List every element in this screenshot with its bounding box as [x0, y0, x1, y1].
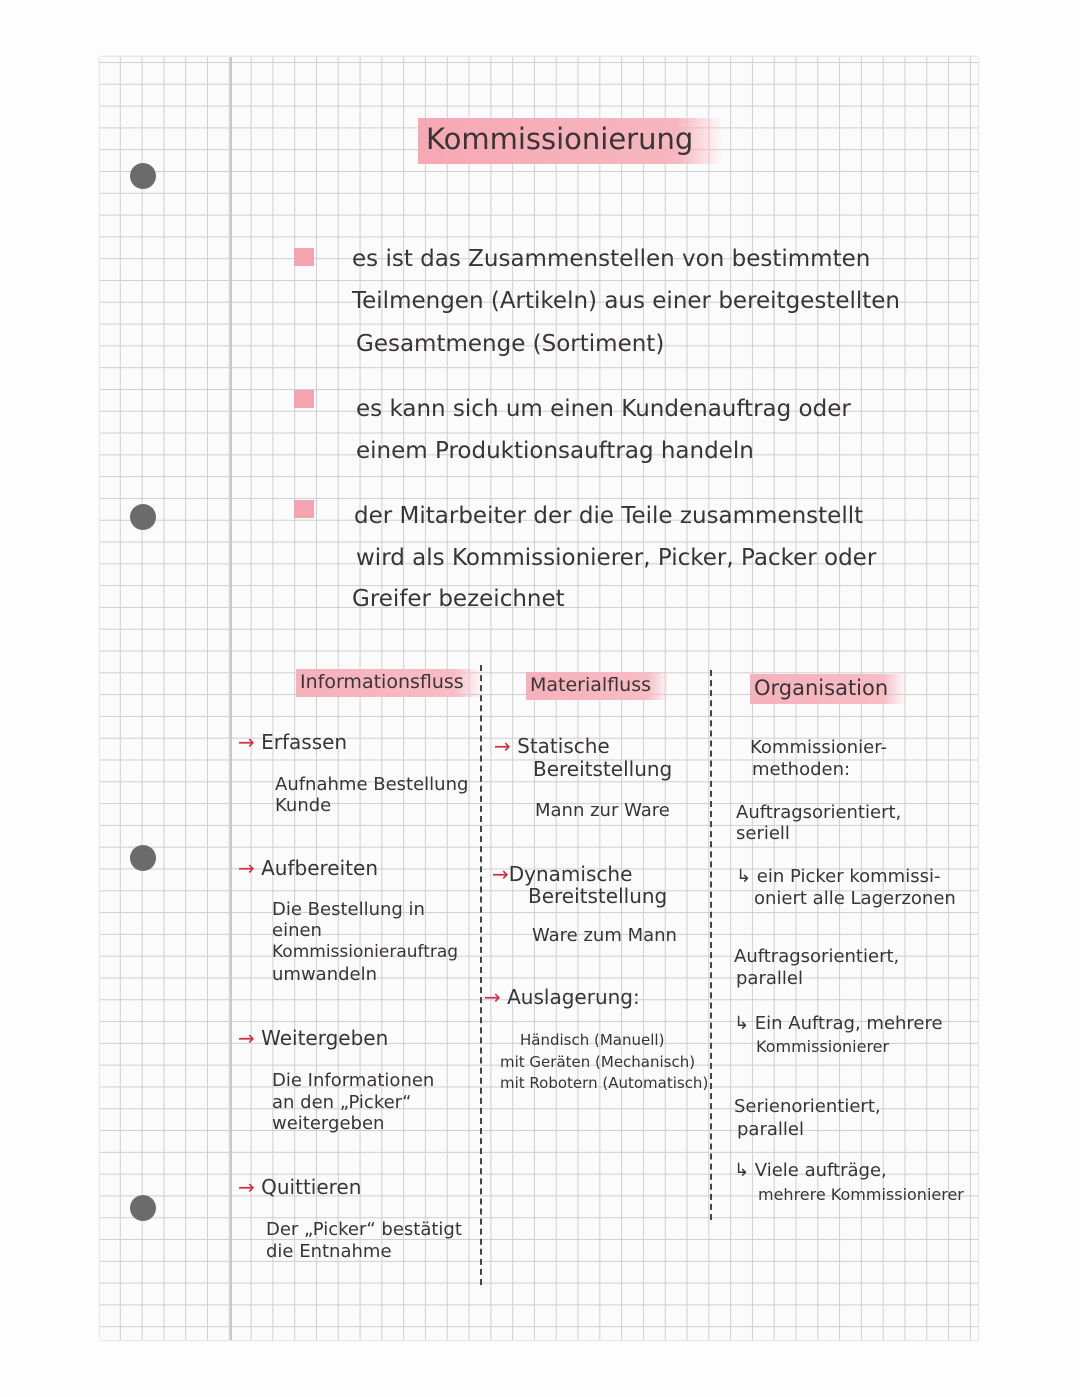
arrow-icon: → — [238, 730, 255, 754]
step-text: mit Geräten (Mechanisch) — [500, 1053, 696, 1071]
arrow-icon: → — [238, 1175, 255, 1199]
column-header-organisation: Organisation — [750, 674, 906, 704]
step-text: Händisch (Manuell) — [520, 1031, 665, 1049]
bullet-marker — [294, 390, 314, 408]
step-heading — [484, 985, 640, 1009]
step-heading — [494, 734, 610, 758]
method-desc: ↳ ein Picker kommissi- — [736, 866, 941, 887]
bullet-marker — [294, 500, 314, 518]
method-desc: Kommissionierer — [756, 1037, 890, 1056]
step-heading — [492, 862, 632, 886]
org-intro: Kommissionier- — [750, 737, 887, 758]
step-label: Auslagerung: — [507, 985, 640, 1009]
arrow-icon: → — [494, 734, 511, 758]
margin-line — [230, 57, 232, 1340]
method-desc: mehrere Kommissionierer — [758, 1185, 964, 1204]
step-text: umwandeln — [272, 964, 378, 985]
step-heading — [238, 856, 378, 880]
org-intro: methoden: — [752, 759, 851, 780]
step-label: Erfassen — [261, 730, 348, 754]
arrow-icon: → — [238, 856, 255, 880]
step-text: Aufnahme Bestellung — [275, 774, 469, 795]
method-name: parallel — [736, 968, 803, 989]
method-name: parallel — [737, 1119, 804, 1140]
method-name: seriell — [736, 823, 790, 844]
arrow-icon: → — [238, 1026, 255, 1050]
step-label: Statische — [517, 734, 610, 758]
method-name: Auftragsorientiert, — [734, 946, 900, 967]
method-desc: oniert alle Lagerzonen — [754, 888, 956, 909]
step-label: Weitergeben — [261, 1026, 389, 1050]
step-label: Bereitstellung — [528, 884, 668, 908]
arrow-icon: → — [484, 985, 501, 1009]
bullet-text: wird als Kommissionierer, Picker, Packer oder — [356, 545, 877, 571]
bullet-text: einem Produktionsauftrag handeln — [356, 438, 754, 464]
bullet-text: es kann sich um einen Kundenauftrag oder — [356, 396, 851, 422]
step-label: Bereitstellung — [533, 757, 673, 781]
bullet-text: Greifer bezeichnet — [352, 586, 565, 612]
bullet-text: der Mitarbeiter der die Teile zusammenstellt — [354, 503, 864, 529]
punch-hole — [130, 163, 156, 189]
arrow-icon: → — [492, 862, 509, 886]
step-text: mit Robotern (Automatisch) — [500, 1074, 709, 1092]
step-label: Dynamische — [508, 862, 633, 886]
method-desc: ↳ Viele aufträge, — [734, 1160, 887, 1181]
punch-hole — [130, 1195, 156, 1221]
step-label: Aufbereiten — [261, 856, 378, 880]
step-text: Ware zum Mann — [532, 925, 677, 946]
column-header-informationsfluss: Informationsfluss — [296, 669, 482, 697]
step-text: Kommissionierauftrag — [272, 942, 459, 962]
step-text: Die Informationen — [272, 1070, 435, 1091]
punch-hole — [130, 504, 156, 530]
bullet-marker — [294, 248, 314, 266]
step-heading — [238, 1175, 361, 1199]
punch-hole — [130, 845, 156, 871]
step-text: Der „Picker“ bestätigt — [266, 1219, 462, 1240]
step-heading — [238, 730, 347, 754]
step-text: einen — [272, 920, 322, 941]
step-text: Mann zur Ware — [535, 800, 670, 821]
method-desc: ↳ Ein Auftrag, mehrere — [734, 1013, 943, 1034]
bullet-text: Gesamtmenge (Sortiment) — [356, 331, 665, 357]
bullet-text: es ist das Zusammenstellen von bestimmten — [352, 246, 871, 272]
step-text: an den „Picker“ — [272, 1092, 412, 1113]
step-text: die Entnahme — [266, 1241, 392, 1262]
page-title: Kommissionierung — [418, 118, 723, 164]
step-label: Quittieren — [261, 1175, 362, 1199]
step-text: Die Bestellung in — [272, 899, 425, 920]
column-divider — [710, 670, 712, 1220]
step-text: weitergeben — [272, 1113, 385, 1134]
column-header-materialfluss: Materialfluss — [526, 672, 669, 700]
method-name: Auftragsorientiert, — [736, 802, 902, 823]
bullet-text: Teilmengen (Artikeln) aus einer bereitgestellten — [352, 288, 901, 314]
step-heading — [238, 1026, 388, 1050]
method-name: Serienorientiert, — [734, 1096, 881, 1117]
step-text: Kunde — [275, 795, 332, 816]
column-divider — [480, 665, 482, 1285]
